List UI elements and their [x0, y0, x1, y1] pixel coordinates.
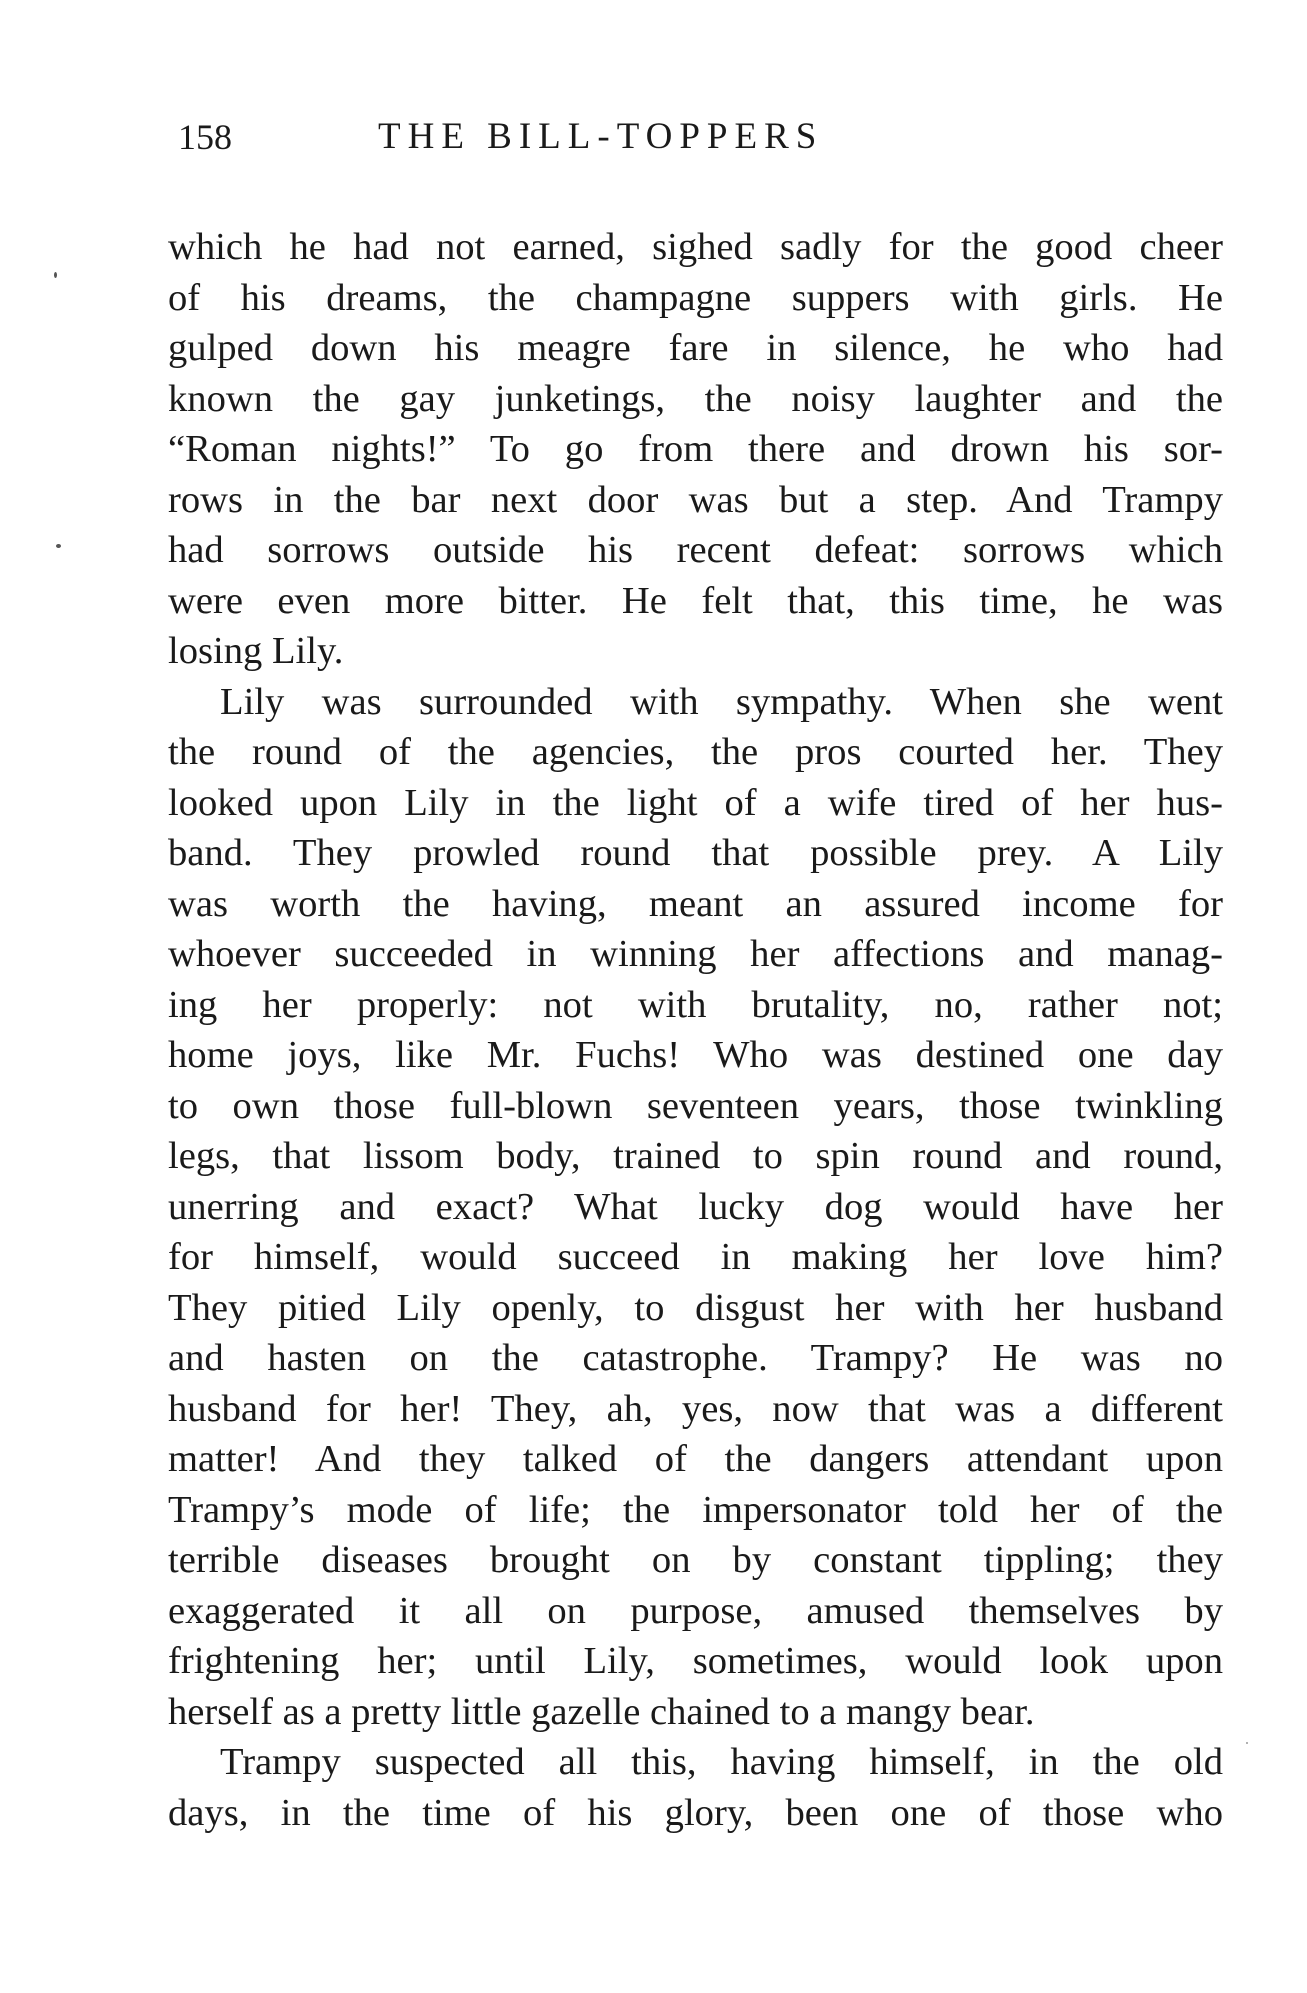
- text-line: losing Lily.: [168, 630, 344, 672]
- text-line: had sorrows outside his recent defeat: sorrows which: [168, 529, 1223, 571]
- text-line: days, in the time of his glory, been one of those who: [168, 1791, 1223, 1834]
- text-line: unerring and exact? What lucky dog would have her: [168, 1185, 1223, 1228]
- scan-speck: [54, 272, 57, 278]
- text-line: whoever succeeded in winning her affections and manag-: [168, 933, 1223, 975]
- text-line: gulped down his meagre fare in silence, he who had: [168, 327, 1223, 369]
- text-line: home joys, like Mr. Fuchs! Who was destined one day: [168, 1034, 1223, 1076]
- page-number: 158: [178, 117, 232, 157]
- text-line: Trampy’s mode of life; the impersonator told her of the: [168, 1488, 1223, 1531]
- paragraph: [168, 222, 1223, 677]
- text-line: of his dreams, the champagne suppers with girls. He: [168, 276, 1223, 319]
- text-line: the round of the agencies, the pros courted her. They: [168, 731, 1223, 773]
- text-line: husband for her! They, ah, yes, now that was a different: [168, 1387, 1223, 1430]
- book-title: THE BILL-TOPPERS: [378, 116, 824, 157]
- text-line: and hasten on the catastrophe. Trampy? He was no: [168, 1337, 1223, 1379]
- paragraph: [168, 1737, 1223, 1838]
- text-line: “Roman nights!” To go from there and drown his sor-: [168, 428, 1223, 470]
- scan-speck: [1246, 1742, 1248, 1744]
- text-line: ing her properly: not with brutality, no, rather not;: [168, 983, 1223, 1026]
- body-text: [168, 222, 1223, 1838]
- text-line: Trampy suspected all this, having himself, in the old: [220, 1741, 1223, 1783]
- text-line: They pitied Lily openly, to disgust her with her husband: [168, 1286, 1223, 1329]
- text-line: frightening her; until Lily, sometimes, would look upon: [168, 1640, 1223, 1682]
- text-line: band. They prowled round that possible prey. A Lily: [168, 832, 1223, 874]
- text-line: exaggerated it all on purpose, amused themselves by: [168, 1589, 1223, 1632]
- text-line: which he had not earned, sighed sadly for the good cheer: [168, 226, 1223, 268]
- text-line: rows in the bar next door was but a step. And Trampy: [168, 478, 1223, 521]
- scan-speck: [56, 544, 61, 548]
- text-line: matter! And they talked of the dangers attendant upon: [168, 1438, 1223, 1480]
- text-line: Lily was surrounded with sympathy. When she went: [220, 680, 1223, 723]
- text-line: terrible diseases brought on by constant tippling; they: [168, 1539, 1223, 1581]
- text-line: to own those full-blown seventeen years, those twinkling: [168, 1084, 1223, 1127]
- text-line: looked upon Lily in the light of a wife tired of her hus-: [168, 781, 1223, 824]
- running-head: [178, 112, 1223, 162]
- paragraph: [168, 677, 1223, 1738]
- text-line: herself as a pretty little gazelle chained to a mangy bear.: [168, 1690, 1035, 1733]
- text-line: were even more bitter. He felt that, this time, he was: [168, 579, 1223, 622]
- text-line: known the gay junketings, the noisy laughter and the: [168, 377, 1223, 420]
- text-line: for himself, would succeed in making her love him?: [168, 1236, 1223, 1278]
- text-line: was worth the having, meant an assured income for: [168, 882, 1223, 925]
- text-line: legs, that lissom body, trained to spin round and round,: [168, 1135, 1223, 1177]
